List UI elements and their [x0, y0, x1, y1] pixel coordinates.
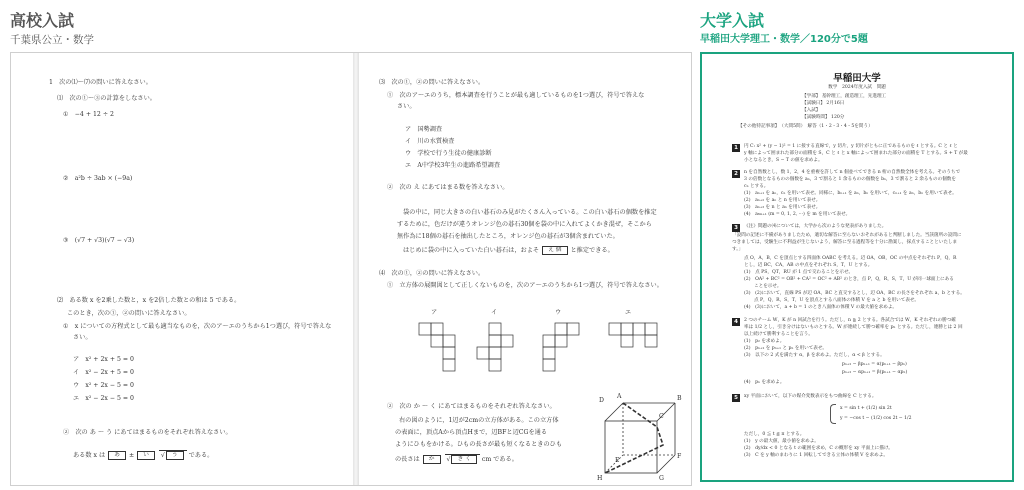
q5-formula-x: x = sin t + (1/2) sin 2t — [840, 406, 892, 411]
q4-line-6: (3) 以下の 2 式を満たす α，β を求めよ。ただし，α < β とする。 — [744, 353, 885, 358]
net-label-i: イ — [491, 309, 498, 316]
question-1-1-2: ② a²b ÷ 3ab × (−9a) — [63, 175, 133, 182]
cube-text-4b: cm である。 — [481, 456, 518, 463]
question-1-1: ⑴ 次の①～③の計算をしなさい。 — [57, 95, 156, 102]
answer-box-i: い — [137, 451, 155, 460]
cube-text-2: の表面に，頂点Aから頂点Hまで，辺BFと辺CGを通る — [395, 429, 548, 436]
question-3-1: ① 次のア～エのうち，標本調査を行うことが最も適しているものを1つ選び，符号で答えな — [387, 92, 645, 99]
meta-date: 【試験日】 2月16日 — [802, 101, 845, 106]
answer-line — [73, 450, 213, 460]
q5-line-1: xy 平面において，以下の媒介変数表示をもつ曲線を C とする。 — [744, 394, 877, 399]
q2-line-6: (3) aₙ₊₃ を n と aₙ を用いて表せ。 — [744, 205, 821, 210]
q4-formula-2: pₙ₊₂ − αpₙ₊₁ = β(pₙ₊₁ − αpₙ) — [842, 370, 908, 375]
exam-page-left — [11, 53, 353, 485]
q3-line-2: とし，辺 BC，CA，AB の中点をそれぞれ S，T，U とする。 — [744, 263, 873, 268]
answer-box-e: え 個 — [542, 246, 567, 255]
q3-line-8: (4) (3)において，a + b = 1 のとき八面体の体積 V の最大値を求めよ。 — [744, 305, 898, 310]
right-header — [700, 12, 868, 47]
q3-line-5: ことを示せ。 — [754, 284, 782, 289]
answer-mid: ± — [128, 452, 135, 459]
sqrt-sign-2: √ き く — [445, 454, 480, 464]
answer-box-ki: き く — [451, 455, 476, 464]
q4-line-1: 2 つのチーム W，K が n 回試合を行う。ただし，n ≧ 2 とする。各試合では W，K それぞれの勝つ確 — [744, 318, 956, 323]
option-u: ウ x² + 2x − 5 = 0 — [73, 382, 134, 389]
question-1-1-3: ③ (√7 + √3)(√7 − √3) — [63, 237, 135, 244]
q3-line-4: (2) OA² + BC² = OB² + CA² = OC² + AB² のとき，点 P，Q，R，S，T，U が同一球面上にある — [744, 277, 954, 282]
cube-text-1: 右の図のように，1辺が2cmの立方体がある。この立方体 — [399, 417, 559, 424]
vertex-g: G — [659, 475, 664, 482]
q2-line-2: 3 の倍数となるものの個数を aₙ，3 で割ると 1 余るものの個数を bₙ，3 で割ると 2 余るものの個数を — [744, 177, 956, 182]
q3-note-3: つきましては，受験生に不利益が生じないよう，解答に至る過程等を十分に勘案し，採点することといたしま — [732, 240, 958, 245]
meta-exam: 【入試】 — [802, 108, 821, 113]
answer-box-a: あ — [108, 451, 126, 460]
vertex-e: E — [615, 457, 620, 464]
q1-line-3: 小となるとき，S − T の値を求めよ。 — [744, 158, 823, 163]
meta-time: 【試験時間】 120分 — [802, 115, 845, 120]
left-header-subtitle: 千葉県公立・数学 — [10, 34, 94, 46]
vertex-b: B — [677, 395, 682, 402]
passage-4-end: と推定できる。 — [570, 247, 614, 254]
passage-1: 袋の中に，同じ大きさの白い碁石のみ見がたくさん入っている。この白い碁石の個数を推定 — [403, 209, 657, 216]
question-4: ⑷ 次の①，②の問いに答えなさい。 — [379, 270, 485, 277]
net-label-u: ウ — [555, 309, 562, 316]
question-4-1: ① 立方体の展開図として正しくないものを，次のア～エのうちから1つ選び，符号で答えなさい。 — [387, 282, 663, 289]
university-exam-paper — [700, 52, 1014, 482]
survey-a: ア 国勢調査 — [405, 126, 443, 133]
university-name: 早稲田大学 — [833, 73, 881, 84]
q3-line-7: 点 P，Q，R，S，T，U を頂点とする八面体の体積 V を a と b を用いて表せ。 — [754, 298, 919, 303]
q3-note-2: 「設問の記述に不備がありましたため，適切な解答に至らないおそれがあると判断しました。当該箇所の設問に — [732, 233, 962, 238]
question-number-2: 2 — [732, 170, 740, 178]
question-1-title: 1 次の⑴～⑺の問いに答えなさい。 — [49, 79, 152, 86]
q4-line-4: (1) p₂ を求めよ。 — [744, 339, 785, 344]
exam-subtitle: 数学 2024年度入試 問題 — [828, 85, 886, 90]
answer-box-u: う — [166, 451, 184, 460]
q2-line-3: cₙ とする。 — [744, 184, 769, 189]
option-e: エ x² − 2x − 5 = 0 — [73, 395, 134, 402]
right-header-title: 大学入試 — [700, 11, 765, 30]
question-1-2-d: さい。 — [73, 334, 92, 341]
q2-line-5: (2) aₙ₊₂ を aₙ と n を用いて表せ。 — [744, 198, 821, 203]
vertex-d: D — [599, 397, 604, 404]
vertex-c: C — [659, 413, 664, 420]
passage-3: 無作為に18個の碁石を抽出したところ，オレンジ色の碁石が3個含まれていた。 — [397, 233, 619, 240]
q3-note-4: す。」 — [732, 247, 744, 252]
q4-line-3: 以上続けて勝利することを言う。 — [744, 332, 813, 337]
left-header — [10, 12, 94, 47]
cube-text-4a: の長さは — [395, 456, 420, 463]
q4-line-5: (2) pₙ₊₂ を pₙ₊₁ と pₙ を用いて表せ。 — [744, 346, 827, 351]
high-school-exam-scan — [10, 52, 692, 486]
q2-line-1: n を自然数とし，数 1，2，4 を重複を許して n 個並べてできる n 桁の自然数全体を考える。そのうちで — [744, 170, 961, 175]
question-1-2-c: ① x についての方程式として最も適当なものを，次のア～エのうちから1つ選び，符号で答えな — [63, 323, 332, 330]
right-header-subtitle: 早稲田大学理工・数学／120分で5題 — [700, 34, 868, 45]
question-3-1b: さい。 — [397, 103, 416, 110]
q2-line-7: (4) a₆ₘ₊₁ (m = 0, 1, 2, ···) を m を用いて表せ。 — [744, 212, 851, 217]
q5-brace — [830, 404, 836, 424]
q5-line-2: ただし，0 ≦ t ≦ π とする。 — [744, 432, 805, 437]
question-1-2-b: このとき，次の①，②の問いに答えなさい。 — [67, 310, 191, 317]
answer-suffix: である。 — [188, 452, 214, 459]
q4-formula-1: pₙ₊₂ − βpₙ₊₁ = α(pₙ₊₁ − βpₙ) — [842, 362, 907, 367]
left-header-title: 高校入試 — [10, 11, 75, 30]
question-number-1: 1 — [732, 144, 740, 152]
net-label-e: エ — [625, 309, 632, 316]
question-3-2: ② 次の え にあてはまる数を答えなさい。 — [387, 184, 509, 191]
cube-text-3: ようにひもをかける。ひもの長さが最も短くなるときのひも — [395, 441, 563, 448]
question-1-2-e: ② 次の あ ～ う にあてはまるものをそれぞれ答えなさい。 — [63, 429, 232, 436]
survey-i: イ 川の水質検査 — [405, 138, 455, 145]
q1-line-1: 円 C: x² + (y − 1)² = 1 に接する直線で，y 切片，y 切片がともに正であるものを ℓ とする。C と ℓ と — [744, 144, 958, 149]
question-3: ⑶ 次の①，②の問いに答えなさい。 — [379, 79, 485, 86]
meta-notes: 【その他特記事項】 （大問5問） 解答（1・2・3・4・5を問う） — [738, 124, 873, 129]
q5-line-5: (3) C を y 軸のまわりに 1 回転してできる立体の体積 V を求めよ。 — [744, 453, 888, 458]
question-1-1-1: ① −4 + 12 ÷ 2 — [63, 111, 114, 118]
cube-text-4 — [395, 454, 518, 464]
question-number-3: 3 — [732, 224, 740, 232]
q5-line-4: (2) dy/dx < 0 となる t の範囲を求め，C の概形を xy 平面上に描け。 — [744, 446, 893, 451]
answer-prefix: ある数 x は — [73, 452, 106, 459]
vertex-a: A — [617, 393, 622, 400]
q3-line-3: (1) 点 PS，QT，RU が 1 点で交わることを示せ。 — [744, 270, 854, 275]
q5-formula-y: y = −cos t − (1/2) cos 2t − 1/2 — [840, 416, 912, 421]
passage-4-text: はじめに袋の中に入っていた白い碁石は，およそ — [403, 247, 540, 254]
q3-line-1: 点 O，A，B，C を頂点とする四面体 OABC を考える。辺 OA，OB，OC の中点をそれぞれ P，Q，R — [744, 256, 957, 261]
exam-page-right — [359, 53, 692, 485]
answer-box-ka: か — [423, 455, 441, 464]
question-1-2-a: ⑵ ある数 x を2乗した数と，x を2倍した数との和は 5 である。 — [57, 297, 241, 304]
q5-line-3: (1) y の最大値，最小値を求めよ。 — [744, 439, 819, 444]
q3-note-1: 《注》問題の⑷については，大学から次のような発表がありました。 — [744, 224, 887, 229]
option-i: イ x² − 2x + 5 = 0 — [73, 369, 134, 376]
question-4-2: ② 次の か ～ く にあてはまるものをそれぞれ答えなさい。 — [387, 403, 556, 410]
option-a: ア x² + 2x + 5 = 0 — [73, 356, 134, 363]
q3-line-6: (3) (2)において，直線 PS が辺 OA，BC と直交するとし，辺 OA，BC の長さをそれぞれ a，b とする。 — [744, 291, 965, 296]
passage-2: するために，色だけが違うオレンジ色の碁石30個を袋の中に入れてよくかき混ぜ，そこから — [397, 221, 652, 228]
q4-line-2: 率は 1/2 とし，引き分けはないものとする。W が連続して勝つ確率を pₙ とする。ただし，連勝とは 2 回 — [744, 325, 963, 330]
question-number-4: 4 — [732, 318, 740, 326]
q2-line-4: (1) aₙ₊₁ を aₙ，cₙ を用いて表せ。同様に，bₙ₊₁ を aₙ，bₙ を用いて，cₙ₊₁ を aₙ，bₙ を用いて表せ。 — [744, 191, 957, 196]
question-number-5: 5 — [732, 394, 740, 402]
vertex-f: F — [677, 453, 682, 460]
survey-e: エ A中学校3年生の進路希望調査 — [405, 162, 501, 169]
net-label-a: ア — [431, 309, 438, 316]
sqrt-sign: √ う — [159, 450, 187, 460]
survey-u: ウ 学校で行う生徒の健康診断 — [405, 150, 492, 157]
vertex-h: H — [597, 475, 603, 482]
q4-line-7: (4) pₙ を求めよ。 — [744, 380, 785, 385]
meta-faculty: 【学部】 基幹理工，創造理工，先進理工 — [802, 94, 887, 99]
q1-line-2: y 軸によって囲まれた部分の面積を S，C と ℓ と x 軸によって囲まれた部分の面積を T とする。S + T が最 — [744, 151, 968, 156]
